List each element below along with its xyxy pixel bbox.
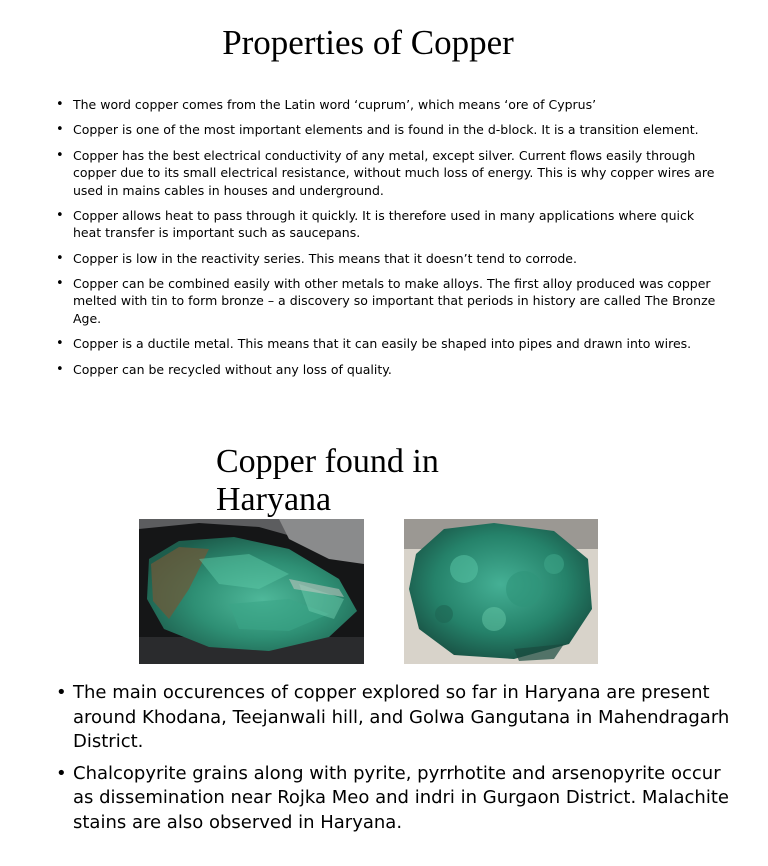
malachite-rock-photo: [139, 519, 364, 664]
haryana-list: [56, 681, 746, 842]
list-item: • Copper is one of the most important elements and is found in the d-block. It is a transition element.: [56, 121, 716, 139]
list-item: • Copper can be recycled without any loss of quality.: [56, 361, 716, 379]
list-item: • Copper has the best electrical conductivity of any metal, except silver. Current flows easily through copper due to its small electrical resistance, without much loss of energy. This is why copper wires are used in mains cables in houses and underground.: [56, 147, 716, 200]
haryana-title-line2: Haryana: [216, 481, 332, 518]
list-item: • Copper allows heat to pass through it quickly. It is therefore used in many applications where quick heat transfer is important such as saucepans.: [56, 207, 716, 242]
properties-title: Properties of Copper: [222, 23, 514, 62]
properties-list: [56, 96, 716, 386]
haryana-title: [216, 443, 516, 519]
list-item: • The word copper comes from the Latin word ‘cuprum’, which means ‘ore of Cyprus’: [56, 96, 716, 114]
malachite-rock-photo: [404, 519, 598, 664]
haryana-title-line1: Copper found in: [216, 443, 439, 480]
list-item: • Copper can be combined easily with other metals to make alloys. The first alloy produced was copper melted with tin to form bronze – a discovery so important that periods in history are called The Bronze Age.: [56, 275, 716, 328]
list-item: • Copper is low in the reactivity series. This means that it doesn’t tend to corrode.: [56, 250, 716, 268]
list-item: • Copper is a ductile metal. This means that it can easily be shaped into pipes and drawn into wires.: [56, 335, 716, 353]
list-item: • Chalcopyrite grains along with pyrite, pyrrhotite and arsenopyrite occur as dissemination near Rojka Meo and indri in Gurgaon District. Malachite stains are also observed in Haryana.: [56, 762, 746, 836]
list-item: • The main occurences of copper explored so far in Haryana are present around Khodana, Teejanwali hill, and Golwa Gangutana in Mahendragarh District.: [56, 681, 746, 755]
